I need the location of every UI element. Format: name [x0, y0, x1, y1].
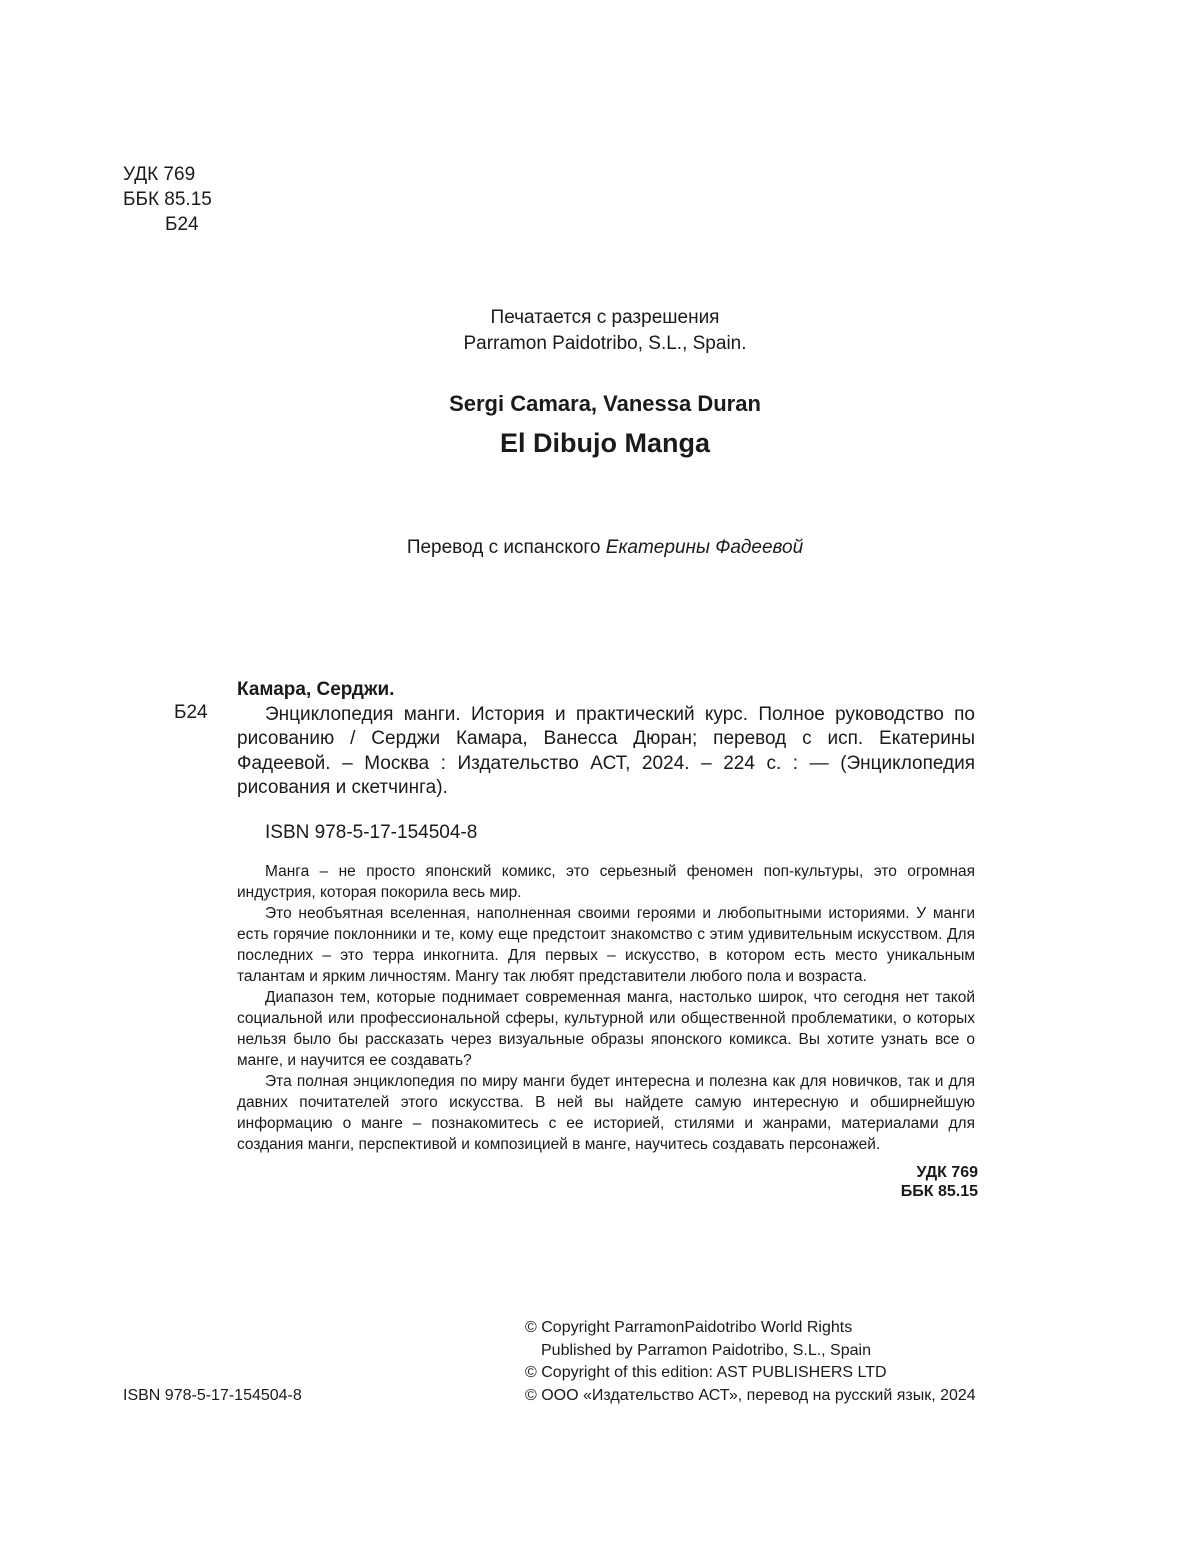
annotation-paragraph: Это необъятная вселенная, наполненная своими героями и любопытными историями. У манги есть горячие поклонники и те, кому еще предстоит знакомство с этим удивительным искусством. Для последних – это терра инкогнита. Для первых – искусство, в котором есть место уникальным талантам и ярким личностям. Мангу так любят представители любого пола и возраста. [237, 905, 975, 985]
udk-code: УДК 769 [123, 164, 196, 185]
copyright-line: © ООО «Издательство АСТ», перевод на русский язык, 2024 [525, 1386, 976, 1404]
index-bbk: ББК 85.15 [900, 1183, 978, 1200]
copyright-line: © Copyright ParramonPaidotribo World Rights [525, 1319, 853, 1336]
annotation-paragraph: Манга – не просто японский комикс, это серьезный феномен поп-культуры, это огромная индустрия, которая покорила весь мир. [237, 863, 975, 901]
bibliography-author: Камара, Серджи. [237, 679, 395, 700]
translator-line [0, 537, 1182, 559]
bibliography-record [237, 678, 975, 801]
footer-isbn: ISBN 978-5-17-154504-8 [123, 1387, 302, 1404]
bibliography-isbn: ISBN 978-5-17-154504-8 [265, 822, 478, 843]
translator-prefix: Перевод с испанского [406, 537, 601, 558]
permission-line-2: Parramon Paidotribo, S.L., Spain. [463, 333, 747, 354]
index-udk: УДК 769 [916, 1164, 978, 1181]
author-sign-code: Б24 [165, 214, 199, 235]
original-authors: Sergi Camara, Vanessa Duran [449, 391, 761, 416]
index-codes [860, 1163, 978, 1201]
annotation [237, 861, 975, 1155]
copyright-block [525, 1317, 976, 1407]
permission-line-1: Печатается с разрешения [490, 307, 720, 328]
copyright-line: © Copyright of this edition: AST PUBLISHERS LTD [525, 1364, 887, 1381]
permission-block [0, 305, 1182, 357]
original-title: El Dibujo Manga [499, 428, 710, 458]
bibliography-code: Б24 [174, 702, 208, 723]
annotation-paragraph: Эта полная энциклопедия по миру манги будет интересна и полезна как для новичков, так и для давних почитателей этого искусства. В ней вы найдете самую интересную и обширнейшую информацию о манге – познакомитесь с ее историей, стилями и жанрами, материалами для создания манги, перспективой и композицией в манге, научитесь создавать персонажей. [237, 1073, 975, 1153]
annotation-paragraph: Диапазон тем, которые поднимает современная манга, настолько широк, что сегодня нет такой социальной или профессиональной сферы, культурной или общественной проблематики, о которых нельзя было бы рассказать через визуальные образы японского комикса. Вы хотите узнать все о манге, и научится ее создавать? [237, 989, 975, 1069]
copyright-line: Published by Parramon Paidotribo, S.L., Spain [541, 1341, 871, 1359]
bbk-code: ББК 85.15 [123, 189, 212, 210]
translator-name: Екатерины Фадеевой [605, 537, 804, 558]
bibliography-description: Энциклопедия манги. История и практический курс. Полное руководство по рисованию / Серджи Камара, Ванесса Дюран; перевод с исп. Екатерины Фадеевой. – Москва : Издательство АСТ, 2024. – 224 с. : — (Энциклопедия рисования и скетчинга). [237, 703, 975, 798]
